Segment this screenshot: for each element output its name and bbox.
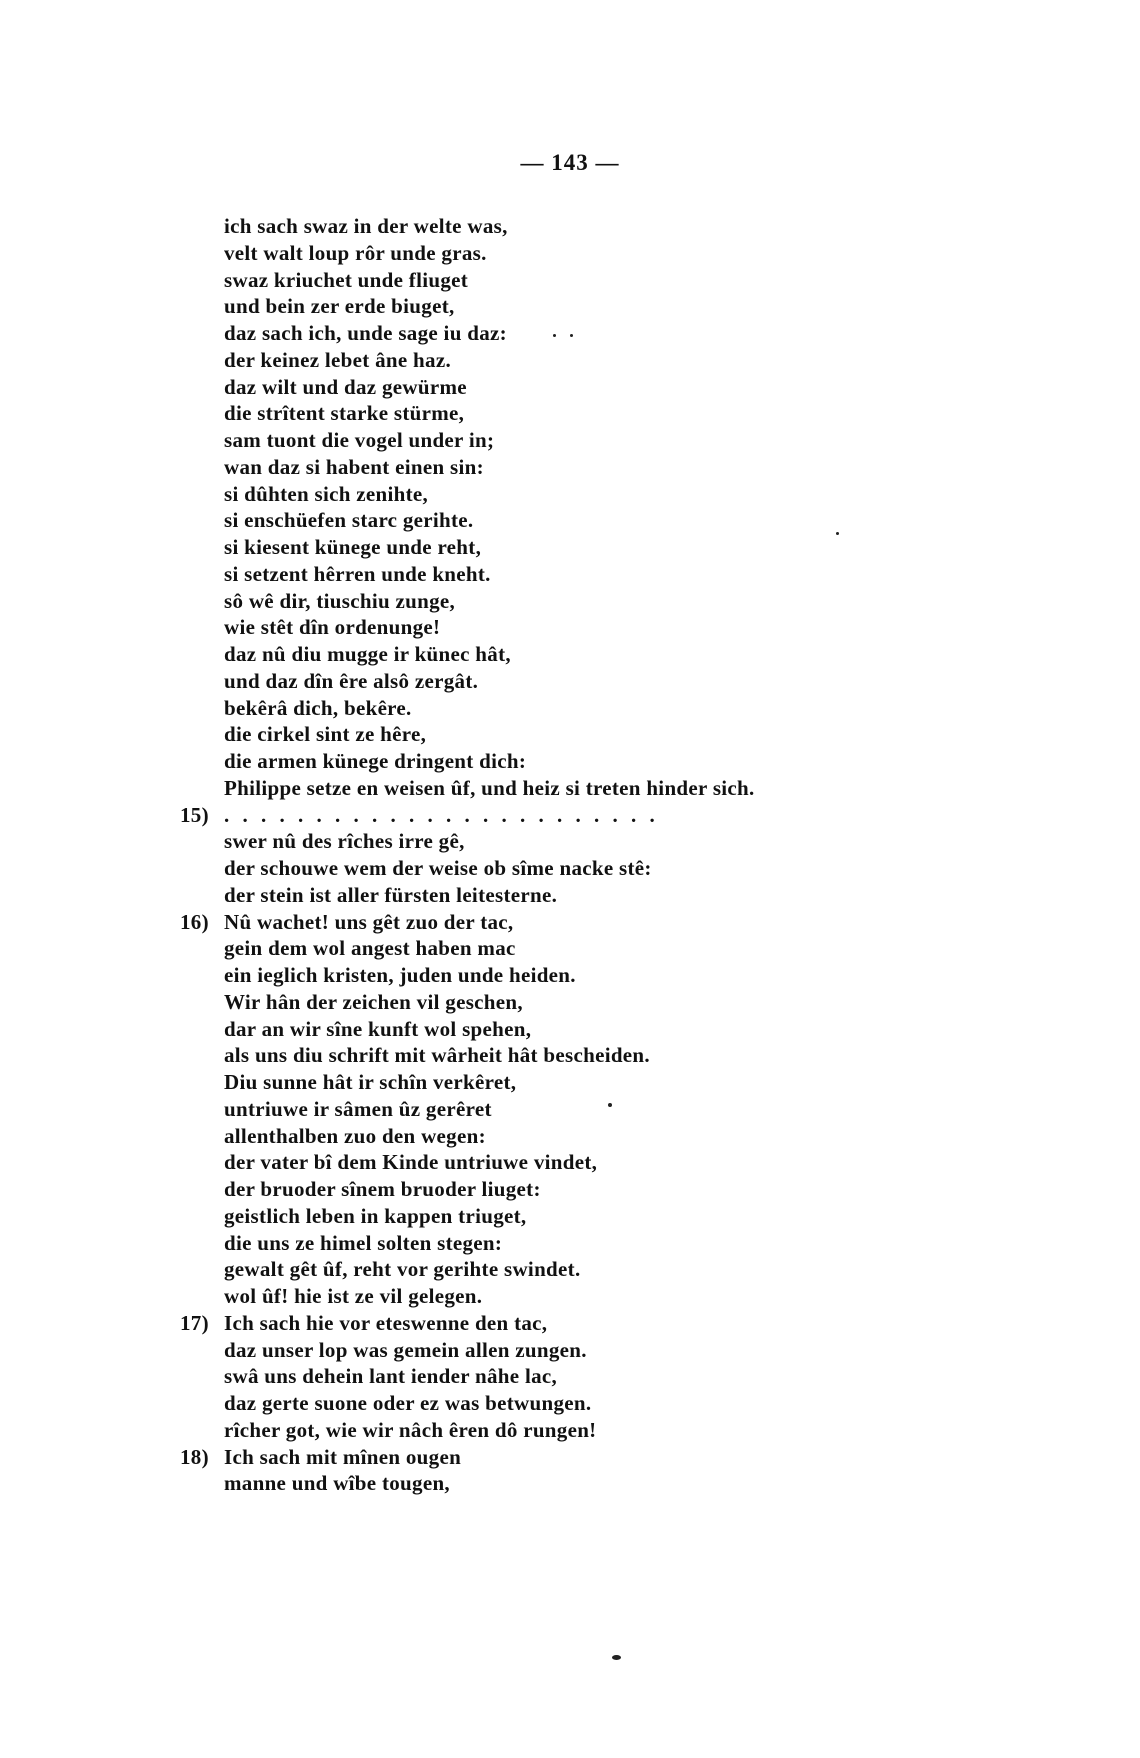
- text-line: [180, 1363, 1060, 1390]
- line-text: Wir hân der zeichen vil geschen,: [224, 989, 523, 1014]
- text-line: [180, 1337, 1060, 1364]
- text-line: [180, 1069, 1060, 1096]
- text-line: [180, 748, 1060, 775]
- text-line: [180, 935, 1060, 962]
- line-text: der keinez lebet âne haz.: [224, 347, 451, 372]
- text-line: [180, 989, 1060, 1016]
- text-line: [180, 1176, 1060, 1203]
- line-text: daz sach ich, unde sage iu daz:: [224, 321, 507, 345]
- line-text: und bein zer erde biuget,: [224, 294, 455, 319]
- text-line: [180, 828, 1060, 855]
- text-line: [180, 802, 1060, 829]
- text-line: [180, 1230, 1060, 1257]
- line-text: Nû wachet! uns gêt zuo der tac,: [224, 909, 514, 934]
- text-line: [180, 962, 1060, 989]
- text-line: [180, 775, 1060, 802]
- text-line: [180, 1417, 1060, 1444]
- stanza-number: 15): [180, 802, 209, 827]
- text-line: [180, 374, 1060, 401]
- line-text: geistlich leben in kappen triuget,: [224, 1203, 527, 1228]
- line-text: der bruoder sînem bruoder liuget:: [224, 1177, 541, 1201]
- print-speck: [836, 532, 839, 535]
- text-line: [180, 534, 1060, 561]
- line-text: ein ieglich kristen, juden unde heiden.: [224, 963, 576, 987]
- line-text: die strîtent starke stürme,: [224, 401, 465, 426]
- text-line: [180, 1283, 1060, 1310]
- text-line: [180, 320, 1060, 347]
- text-line: [180, 668, 1060, 695]
- print-speck: [608, 1103, 612, 1107]
- line-text: dar an wir sîne kunft wol spehen,: [224, 1016, 532, 1041]
- text-line: [180, 695, 1060, 722]
- line-text: swaz kriuchet unde fliuget: [224, 267, 469, 292]
- text-line: [180, 454, 1060, 481]
- text-line: [180, 293, 1060, 320]
- line-text: velt walt loup rôr unde gras.: [224, 240, 487, 265]
- line-text: die cirkel sint ze hêre,: [224, 722, 427, 747]
- line-text: Ich sach mit mînen ougen: [224, 1444, 462, 1469]
- line-text: . . . . . . . . . . . . . . . . . . . . . . . .: [224, 802, 659, 827]
- print-speck: [570, 334, 573, 337]
- text-line: [180, 347, 1060, 374]
- line-text: si enschüefen starc gerihte.: [224, 508, 474, 533]
- line-text: daz wilt und daz gewürme: [224, 374, 467, 399]
- text-line: [180, 427, 1060, 454]
- text-line: [180, 1016, 1060, 1043]
- text-line: [180, 561, 1060, 588]
- line-text: daz unser lop was gemein allen zungen.: [224, 1337, 587, 1362]
- line-text: ich sach swaz in der welte was,: [224, 214, 508, 238]
- text-line: [180, 1256, 1060, 1283]
- line-text: der schouwe wem der weise ob sîme nacke stê:: [224, 856, 652, 880]
- text-line: [180, 400, 1060, 427]
- text-line: [180, 1390, 1060, 1417]
- text-line: [180, 614, 1060, 641]
- line-text: swer nû des rîches irre gê,: [224, 829, 465, 854]
- line-text: si kiesent künege unde reht,: [224, 535, 482, 559]
- line-text: daz nû diu mugge ir künec hât,: [224, 642, 511, 666]
- text-line: [180, 1203, 1060, 1230]
- line-text: allenthalben zuo den wegen:: [224, 1123, 486, 1148]
- line-text: swâ uns dehein lant iender nâhe lac,: [224, 1364, 558, 1389]
- stanza-number: 16): [180, 909, 209, 934]
- text-line: [180, 1042, 1060, 1069]
- line-text: si dûhten sich zenihte,: [224, 481, 429, 506]
- poem-text: [180, 213, 1060, 1497]
- line-text: Ich sach hie vor eteswenne den tac,: [224, 1310, 548, 1335]
- text-line: [180, 588, 1060, 615]
- text-line: [180, 1444, 1060, 1471]
- text-line: [180, 1149, 1060, 1176]
- text-line: [180, 909, 1060, 936]
- line-text: bekêrâ dich, bekêre.: [224, 695, 412, 720]
- line-text: sam tuont die vogel under in;: [224, 428, 495, 452]
- text-line: [180, 882, 1060, 909]
- print-speck: [612, 1655, 621, 1660]
- text-line: [180, 641, 1060, 668]
- line-text: Philippe setze en weisen ûf, und heiz si treten hinder sich.: [224, 775, 755, 800]
- text-line: [180, 213, 1060, 240]
- line-text: der stein ist aller fürsten leitesterne.: [224, 882, 558, 907]
- line-text: und daz dîn êre alsô zergât.: [224, 668, 479, 693]
- line-text: gein dem wol angest haben mac: [224, 936, 516, 961]
- text-line: [180, 1096, 1060, 1123]
- line-text: die armen künege dringent dich:: [224, 749, 527, 773]
- line-text: untriuwe ir sâmen ûz gerêret: [224, 1096, 492, 1121]
- text-line: [180, 1470, 1060, 1497]
- print-speck: [553, 334, 556, 337]
- line-text: wol ûf! hie ist ze vil gelegen.: [224, 1284, 483, 1308]
- line-text: die uns ze himel solten stegen:: [224, 1230, 503, 1255]
- text-line: [180, 1123, 1060, 1150]
- stanza-number: 18): [180, 1444, 209, 1469]
- text-line: [180, 240, 1060, 267]
- text-line: [180, 855, 1060, 882]
- stanza-number: 17): [180, 1310, 209, 1335]
- line-text: als uns diu schrift mit wârheit hât bescheiden.: [224, 1043, 650, 1068]
- text-line: [180, 1310, 1060, 1337]
- line-text: Diu sunne hât ir schîn verkêret,: [224, 1070, 517, 1094]
- text-line: [180, 267, 1060, 294]
- text-line: [180, 481, 1060, 508]
- line-text: der vater bî dem Kinde untriuwe vindet,: [224, 1150, 598, 1175]
- line-text: wan daz si habent einen sin:: [224, 454, 484, 479]
- text-line: [180, 721, 1060, 748]
- line-text: rîcher got, wie wir nâch êren dô rungen!: [224, 1417, 597, 1442]
- line-text: manne und wîbe tougen,: [224, 1471, 450, 1496]
- line-text: wie stêt dîn ordenunge!: [224, 615, 441, 640]
- text-line: [180, 507, 1060, 534]
- line-text: daz gerte suone oder ez was betwungen.: [224, 1391, 592, 1415]
- line-text: si setzent hêrren unde kneht.: [224, 561, 491, 586]
- line-text: gewalt gêt ûf, reht vor gerihte swindet.: [224, 1257, 581, 1282]
- line-text: sô wê dir, tiuschiu zunge,: [224, 588, 456, 613]
- page-number: — 143 —: [520, 150, 620, 175]
